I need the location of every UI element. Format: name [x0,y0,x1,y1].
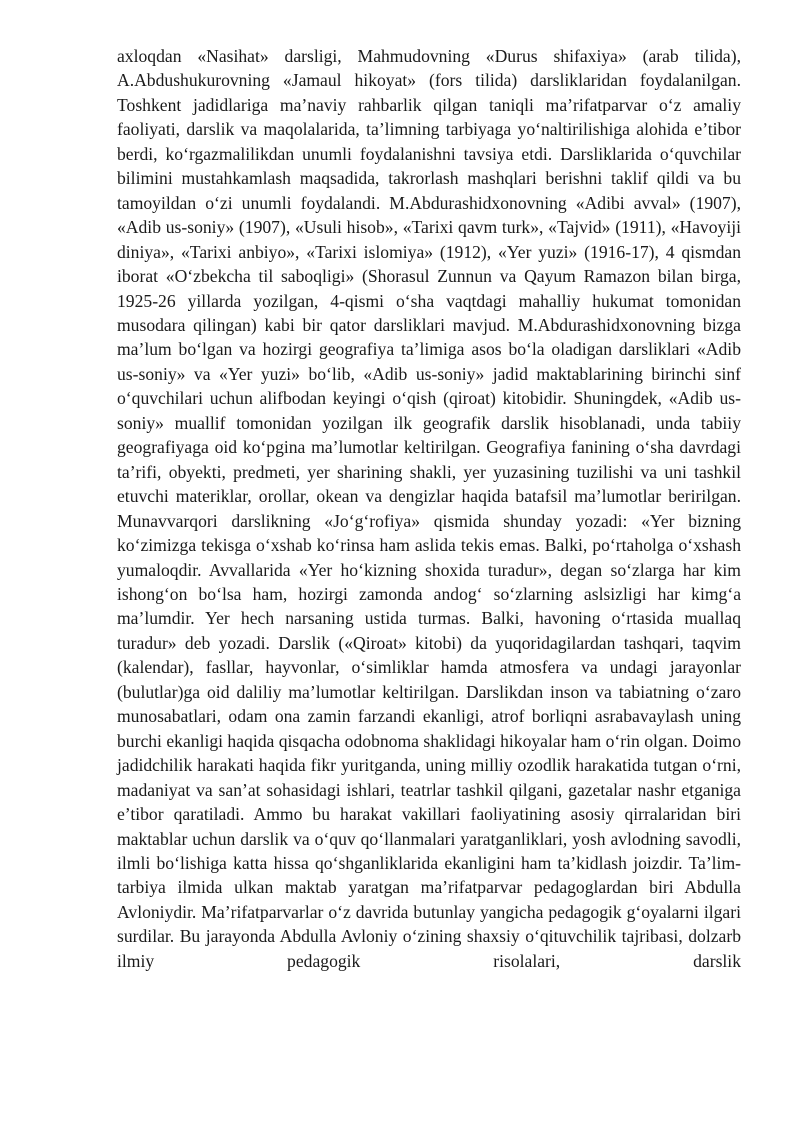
document-page [117,44,741,973]
body-paragraph: axloqdan «Nasihat» darsligi, Mahmudovning «Durus shifaxiya» (arab tilida), A.Abdushukurovning «Jamaul hikoyat» (fors tilida) darsliklaridan foydalanilgan. Toshkent jadidlariga ma’naviy rahbarlik qilgan taniqli ma’rifatparvar o‘z amaliy faoliyati, darslik va maqolalarida, ta’limning tarbiyaga yo‘naltirilishiga alohida e’tibor berdi, ko‘rgazmalilikdan unumli foydalanishni tavsiya etdi. Darsliklarida o‘quvchilar bilimini mustahkamlash maqsadida, takrorlash mashqlari berishni taklif qildi va bu tamoyildan o‘zi unumli foydalandi. M.Abdurashidxonovning «Adibi avval» (1907), «Adib us-soniy» (1907), «Usuli hisob», «Tarixi qavm turk», «Tajvid» (1911), «Havoyiji diniya», «Tarixi anbiyo», «Tarixi islomiya» (1912), «Yer yuzi» (1916-17), 4 qismdan iborat «O‘zbekcha til saboqligi» (Shorasul Zunnun va Qayum Ramazon bilan birga, 1925-26 yillarda yozilgan, 4-qismi o‘sha vaqtdagi mahalliy hukumat tomonidan musodara qilingan) kabi bir qator darsliklari mavjud. M.Abdurashidxonovning bizga ma’lum bo‘lgan va hozirgi geografiya ta’limiga asos bo‘la oladigan darsliklari «Adib us-soniy» va «Yer yuzi» bo‘lib, «Adib us-soniy» jadid maktablarining birinchi sinf o‘quvchilari uchun alifbodan keyingi o‘qish (qiroat) kitobidir. Shuningdek, «Adib us-soniy» muallif tomonidan yozilgan ilk geografik darslik hisoblanadi, unda tabiiy geografiyaga oid ko‘pgina ma’lumotlar keltirilgan. Geografiya fanining o‘sha davrdagi ta’rifi, obyekti, predmeti, yer sharining shakli, yer yuzasining tuzilishi va uni tashkil etuvchi materiklar, orollar, okean va dengizlar haqida batafsil ma’lumotlar beririlgan. Munavvarqori darslikning «Jo‘g‘rofiya» qismida shunday yozadi: «Yer bizning ko‘zimizga tekisga o‘xshab ko‘rinsa ham aslida tekis emas. Balki, po‘rtaholga o‘xshash yumaloqdir. Avvallarida «Yer ho‘kizning shoxida turadur», degan so‘zlarga har kim ishong‘on bo‘lsa ham, hozirgi zamonda andog‘ so‘zlarning aslsizligi har kimg‘a ma’lumdir. Yer hech narsaning ustida turmas. Balki, havoning o‘rtasida muallaq turadur» deb yozadi. Darslik («Qiroat» kitobi) da yuqoridagilardan tashqari, taqvim (kalendar), fasllar, hayvonlar, o‘simliklar hamda atmosfera va undagi jarayonlar (bulutlar)ga oid daliliy ma’lumotlar keltirilgan. Darslikdan inson va tabiatning o‘zaro munosabatlari, odam ona zamin farzandi ekanligi, atrof borliqni asrabavaylash uning burchi ekanligi haqida qisqacha odobnoma shaklidagi hikoyalar ham o‘rin olgan. Doimo jadidchilik harakati haqida fikr yuritganda, uning milliy ozodlik harakatida tutgan o‘rni, madaniyat va san’at sohasidagi ishlari, teatrlar tashkil qilgani, gazetalar nashr etganiga e’tibor qaratiladi. Ammo bu harakat vakillari faoliyatining asosiy qirralaridan biri maktablar uchun darslik va o‘quv qo‘llanmalari yaratganliklari, yosh avlodning savodli, ilmli bo‘lishiga katta hissa qo‘shganliklarida ekanligini ham ta’kidlash joizdir. Ta’lim-tarbiya ilmida ulkan maktab yaratgan ma’rifatparvar pedagoglardan biri Abdulla Avloniydir. Ma’rifatparvarlar o‘z davrida butunlay yangicha pedagogik g‘oyalarni ilgari surdilar. Bu jarayonda Abdulla Avloniy o‘zining shaxsiy o‘qituvchilik tajribasi, dolzarb ilmiy pedagogik risolalari, darslik [117,46,741,971]
